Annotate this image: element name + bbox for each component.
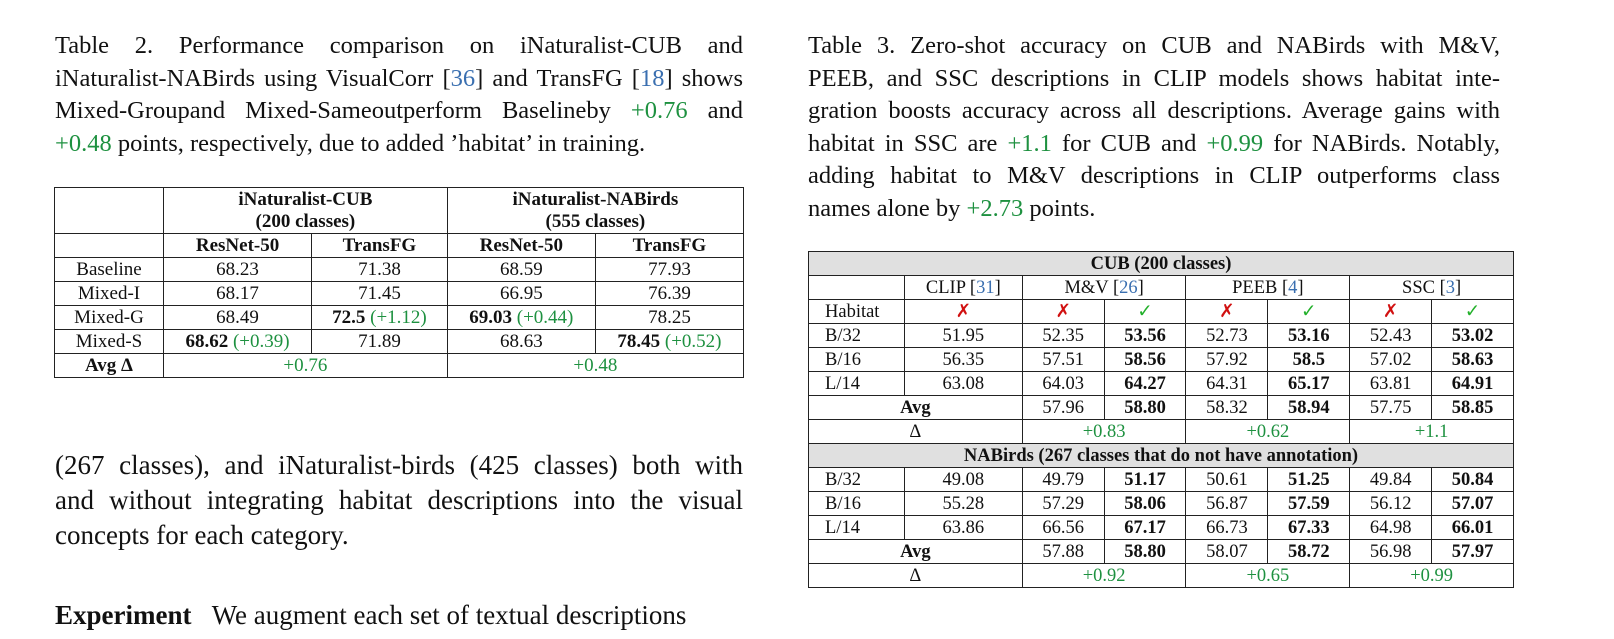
table-cell	[55, 188, 164, 234]
table-row	[809, 516, 1514, 540]
table-cell: B/16	[809, 492, 905, 516]
table-row	[809, 276, 1514, 300]
text-span: and	[687, 97, 743, 124]
table-cell: 77.93	[595, 258, 743, 282]
text-span: (+1.12)	[370, 306, 427, 328]
table-cell: 58.06	[1104, 492, 1186, 516]
table-row-average	[55, 354, 744, 378]
table-row	[809, 444, 1514, 468]
table-row	[55, 258, 744, 282]
table-cell: 66.56	[1022, 516, 1104, 540]
table3-caption	[808, 30, 1500, 225]
table-cell: 58.94	[1268, 396, 1350, 420]
table-cell: Mixed-G	[55, 306, 164, 330]
text-span: ]	[1137, 277, 1144, 298]
text-span: iNaturalist-CUB	[238, 189, 373, 210]
table-cell: 64.27	[1104, 372, 1186, 396]
check-icon: ✓	[1432, 300, 1514, 324]
table-row	[55, 282, 744, 306]
table-row	[55, 234, 744, 258]
table-cell: 55.28	[904, 492, 1022, 516]
table-cell: 57.92	[1186, 348, 1268, 372]
table-cell: 52.35	[1022, 324, 1104, 348]
text-span: M&V [	[1064, 277, 1120, 298]
gain-value: +0.48	[55, 129, 112, 157]
table-cell: B/16	[809, 348, 905, 372]
table-cell: 66.95	[447, 282, 595, 306]
table-cell: +0.48	[447, 354, 743, 378]
citation-link[interactable]: 26	[1119, 277, 1138, 298]
table-cell: 67.33	[1268, 516, 1350, 540]
table-cell: Δ	[809, 564, 1023, 588]
check-icon: ✓	[1104, 300, 1186, 324]
table-row	[809, 324, 1514, 348]
nabirds-section-header: NABirds (267 classes that do not have annotation)	[809, 444, 1514, 468]
text-span: 78.45	[617, 330, 661, 352]
table-cell: 58.07	[1186, 540, 1268, 564]
citation-link[interactable]: 31	[976, 277, 995, 298]
table-cell: 56.98	[1350, 540, 1432, 564]
table-cell: +0.99	[1350, 564, 1514, 588]
table-cell: +0.76	[164, 354, 448, 378]
table-row-average	[809, 396, 1514, 420]
table-cell: 68.59	[447, 258, 595, 282]
text-span	[808, 193, 1500, 226]
text-span: (+0.52)	[664, 330, 722, 352]
table-cell: 67.17	[1104, 516, 1186, 540]
text-span: ]	[1454, 277, 1462, 298]
table2	[54, 187, 744, 378]
table-cell: 68.17	[164, 282, 312, 306]
table-cell: Avg	[809, 540, 1023, 564]
text-span: PEEB [	[1232, 277, 1289, 298]
table-row	[55, 330, 744, 354]
table-cell: +0.92	[1022, 564, 1186, 588]
table-cell: 76.39	[595, 282, 743, 306]
table-cell: 57.51	[1022, 348, 1104, 372]
table-cell: +0.83	[1022, 420, 1186, 444]
table-cell: 66.73	[1186, 516, 1268, 540]
table-cell: 57.29	[1022, 492, 1104, 516]
group-header-nabirds	[447, 188, 743, 234]
caption-line	[55, 63, 743, 96]
text-span: Table 3. Zero-shot accuracy on CUB and NABirds with M&V,	[808, 32, 1500, 59]
table-row	[55, 306, 744, 330]
text-span	[808, 128, 1500, 161]
column-header-mv	[1022, 276, 1186, 300]
text-span: We augment each set of textual descriptions	[211, 600, 687, 630]
text-span: (200 classes)	[255, 211, 356, 232]
text-span: ]	[1297, 277, 1304, 298]
caption-line	[55, 128, 743, 161]
table-cell: 58.5	[1268, 348, 1350, 372]
text-span: ] and TransFG [	[475, 64, 640, 92]
table-cell: Habitat	[809, 300, 905, 324]
gain-value: +1.1	[1007, 129, 1052, 157]
table-row	[809, 468, 1514, 492]
table-cell: 52.43	[1350, 324, 1432, 348]
table-cell	[55, 234, 164, 258]
text-span: and without integrating habitat descriptions into the visual	[55, 485, 743, 515]
check-icon: ✓	[1268, 300, 1350, 324]
text-span	[55, 598, 743, 633]
text-span: (+0.44)	[516, 306, 574, 328]
table-cell: 57.97	[1432, 540, 1514, 564]
gain-value: +2.73	[966, 194, 1024, 222]
experiment-paragraph	[55, 598, 743, 633]
table-cell: 58.63	[1432, 348, 1514, 372]
table-cell: 50.84	[1432, 468, 1514, 492]
table-cell: Baseline	[55, 258, 164, 282]
table-cell	[447, 306, 595, 330]
table-cell: 53.56	[1104, 324, 1186, 348]
citation-link[interactable]: 4	[1288, 277, 1298, 298]
table-cell: Mixed-I	[55, 282, 164, 306]
table-cell	[312, 306, 448, 330]
citation-link[interactable]: 36	[450, 64, 476, 92]
table-cell	[164, 330, 312, 354]
table-cell: 71.89	[312, 330, 448, 354]
gain-value: +0.99	[1206, 129, 1264, 157]
text-span: Mixed-Groupand Mixed-Sameoutperform Baselineby	[55, 97, 631, 124]
column-header: TransFG	[312, 234, 448, 258]
cross-icon: ✗	[1350, 300, 1432, 324]
text-span: points.	[1023, 194, 1096, 222]
table-cell: 64.98	[1350, 516, 1432, 540]
table-cell: 53.02	[1432, 324, 1514, 348]
table-cell	[595, 330, 743, 354]
table-row	[809, 300, 1514, 324]
table-cell: 49.84	[1350, 468, 1432, 492]
table-row-average	[809, 540, 1514, 564]
table-cell: B/32	[809, 468, 905, 492]
table-cell: 56.12	[1350, 492, 1432, 516]
table-cell: 49.08	[904, 468, 1022, 492]
table-cell: 53.16	[1268, 324, 1350, 348]
table-cell: 50.61	[1186, 468, 1268, 492]
table-cell: 57.75	[1350, 396, 1432, 420]
cross-icon: ✗	[1022, 300, 1104, 324]
table3	[808, 251, 1514, 588]
table-cell: 58.80	[1104, 396, 1186, 420]
table-cell: 57.02	[1350, 348, 1432, 372]
table-cell: +0.65	[1186, 564, 1350, 588]
table-cell: L/14	[809, 372, 905, 396]
table-cell: 64.91	[1432, 372, 1514, 396]
table-cell: 58.72	[1268, 540, 1350, 564]
table-row	[55, 188, 744, 234]
table-row	[809, 348, 1514, 372]
table-cell: 63.08	[904, 372, 1022, 396]
citation-link[interactable]: 18	[639, 64, 665, 92]
text-span: for NABirds. Notably,	[1263, 129, 1500, 157]
text-span: (+0.39)	[232, 330, 290, 352]
table-cell: 52.73	[1186, 324, 1268, 348]
table-cell: 56.87	[1186, 492, 1268, 516]
table-cell: 66.01	[1432, 516, 1514, 540]
caption-line	[55, 30, 743, 63]
group-header-cub	[164, 188, 448, 234]
table-cell: Δ	[809, 420, 1023, 444]
text-span: PEEB, and SSC descriptions in CLIP models shows habitat inte-	[808, 64, 1500, 92]
text-span: 72.5	[332, 306, 366, 328]
table-cell: 64.31	[1186, 372, 1268, 396]
column-header: ResNet-50	[447, 234, 595, 258]
text-span: iNaturalist-NABirds using VisualCorr [	[55, 64, 451, 92]
table-cell: 68.49	[164, 306, 312, 330]
table-row	[809, 492, 1514, 516]
column-header-peeb	[1186, 276, 1350, 300]
table-cell: 49.79	[1022, 468, 1104, 492]
table-cell: L/14	[809, 516, 905, 540]
column-header: ResNet-50	[164, 234, 312, 258]
column-header: TransFG	[595, 234, 743, 258]
text-span: concepts for each category.	[55, 520, 349, 550]
text-span: (267 classes), and iNaturalist-birds (425 classes) both with	[55, 450, 743, 480]
column-header-clip	[904, 276, 1022, 300]
table-cell: Avg Δ	[55, 354, 164, 378]
text-span: for CUB and	[1051, 129, 1207, 157]
table-cell: 57.59	[1268, 492, 1350, 516]
table-cell: 63.86	[904, 516, 1022, 540]
table-cell: 78.25	[595, 306, 743, 330]
table-cell: 71.38	[312, 258, 448, 282]
column-header-ssc	[1350, 276, 1514, 300]
text-span: adding habitat to M&V descriptions in CLIP outperforms class	[808, 162, 1500, 189]
cross-icon: ✗	[1186, 300, 1268, 324]
table-cell: +1.1	[1350, 420, 1514, 444]
table-cell: 68.63	[447, 330, 595, 354]
table-cell: Mixed-S	[55, 330, 164, 354]
table-cell: +0.62	[1186, 420, 1350, 444]
table-cell: 58.80	[1104, 540, 1186, 564]
table-row-delta	[809, 564, 1514, 588]
text-span: ] shows	[664, 64, 744, 92]
table-cell: 65.17	[1268, 372, 1350, 396]
citation-link[interactable]: 3	[1445, 277, 1455, 298]
table-cell: 58.32	[1186, 396, 1268, 420]
cross-icon: ✗	[904, 300, 1022, 324]
text-span: iNaturalist-NABirds	[512, 189, 679, 210]
table2-caption	[55, 30, 743, 160]
text-span: habitat in SSC are	[808, 129, 1008, 157]
cub-section-header: CUB (200 classes)	[809, 252, 1514, 276]
text-span: ]	[994, 277, 1001, 298]
section-heading: Experiment	[55, 600, 192, 630]
text-span: names alone by	[808, 194, 967, 222]
table-row-delta	[809, 420, 1514, 444]
text-span: Table 2. Performance comparison on iNaturalist-CUB and	[55, 32, 743, 59]
text-span: 69.03	[469, 306, 512, 328]
table-cell: 58.56	[1104, 348, 1186, 372]
table-row	[809, 252, 1514, 276]
text-span: CLIP [	[925, 277, 977, 298]
table-row	[809, 372, 1514, 396]
table-cell: 64.03	[1022, 372, 1104, 396]
table-cell: 51.95	[904, 324, 1022, 348]
body-paragraph	[55, 448, 743, 553]
text-span: (555 classes)	[545, 211, 646, 232]
table-cell: 57.88	[1022, 540, 1104, 564]
text-span: points, respectively, due to added ’habitat’ in training.	[111, 129, 646, 157]
table-cell: 51.25	[1268, 468, 1350, 492]
table-cell: 57.07	[1432, 492, 1514, 516]
table-cell: 71.45	[312, 282, 448, 306]
gain-value: +0.76	[630, 97, 688, 124]
table-cell: 68.23	[164, 258, 312, 282]
table-cell	[809, 276, 905, 300]
caption-line	[55, 95, 743, 128]
table-cell: 63.81	[1350, 372, 1432, 396]
table-cell: 57.96	[1022, 396, 1104, 420]
table-cell: Avg	[809, 396, 1023, 420]
table-cell: 51.17	[1104, 468, 1186, 492]
text-span: 68.62	[185, 330, 229, 352]
text-span: gration boosts accuracy across all descriptions. Average gains with	[808, 97, 1500, 124]
table-cell: B/32	[809, 324, 905, 348]
text-span: SSC [	[1402, 277, 1446, 298]
table-cell: 56.35	[904, 348, 1022, 372]
table-cell: 58.85	[1432, 396, 1514, 420]
